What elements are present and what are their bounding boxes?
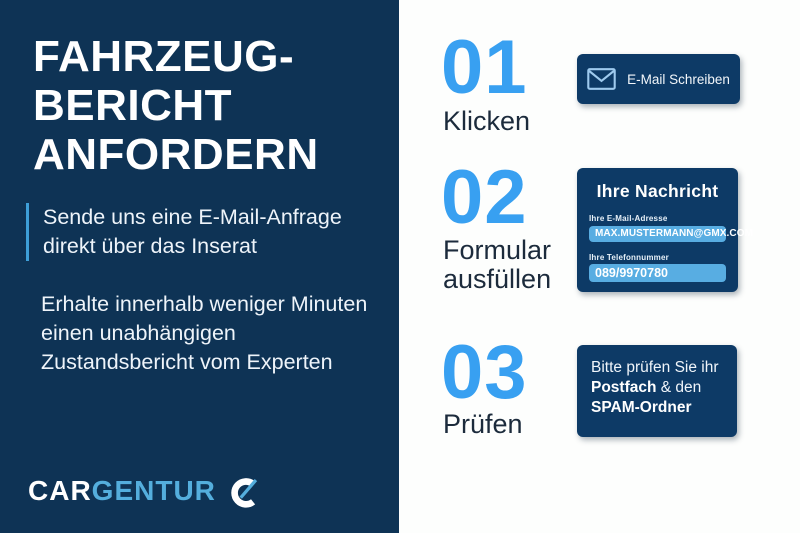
benefit-paragraph: [41, 290, 367, 377]
title-line: BERICHT: [33, 81, 233, 130]
paragraph-line: Zustandsbericht vom Experten: [41, 350, 333, 374]
step-2-label: Formular ausfüllen: [443, 235, 552, 294]
logo-text-gentur: GENTUR: [91, 475, 216, 506]
check-card-line: [591, 378, 737, 398]
logo-wordmark: [28, 475, 216, 507]
paragraph-line: Erhalte innerhalb weniger Minuten: [41, 292, 368, 316]
logo-text-car: CAR: [28, 475, 92, 506]
form-title: Ihre Nachricht: [596, 181, 719, 201]
cargentur-logo: [28, 472, 264, 510]
check-card-line: [591, 358, 737, 378]
paragraph-line: einen unabhängigen: [41, 321, 236, 345]
postfach-text: Postfach: [591, 379, 657, 396]
left-panel: [0, 0, 399, 533]
step-1-label: Klicken: [443, 106, 531, 136]
email-schreiben-button[interactable]: [577, 54, 740, 104]
spam-ordner-text: SPAM-Ordner: [591, 399, 692, 416]
email-field[interactable]: MAX.MUSTERMANN@GMX.COM: [589, 226, 726, 242]
email-field-label: Ihre E-Mail-Adresse: [589, 214, 668, 223]
intro-paragraph: [26, 203, 342, 261]
title-line: FAHRZEUG-: [33, 32, 295, 81]
check-card-line: [591, 398, 737, 418]
message-form-card: [577, 168, 754, 292]
email-button-label: E-Mail Schreiben: [627, 71, 730, 87]
step-2-number: 02: [441, 155, 528, 240]
step-3-label: Prüfen: [443, 409, 523, 439]
step-1-number: 01: [441, 25, 528, 110]
step-3-number: 03: [441, 330, 528, 415]
speedometer-c-icon: [226, 472, 264, 510]
phone-field-label: Ihre Telefonnummer: [589, 253, 669, 262]
steps-panel: [399, 0, 800, 533]
paragraph-line: direkt über das Inserat: [43, 234, 257, 258]
paragraph-line: Sende uns eine E-Mail-Anfrage: [43, 205, 342, 229]
check-text: Bitte prüfen Sie ihr: [591, 359, 719, 376]
page-title: [33, 32, 319, 179]
check-inbox-card: [577, 345, 737, 437]
phone-field[interactable]: 089/9970780: [589, 264, 726, 282]
check-text: & den: [656, 379, 702, 396]
envelope-icon: [587, 68, 616, 90]
title-line: ANFORDERN: [33, 130, 319, 179]
